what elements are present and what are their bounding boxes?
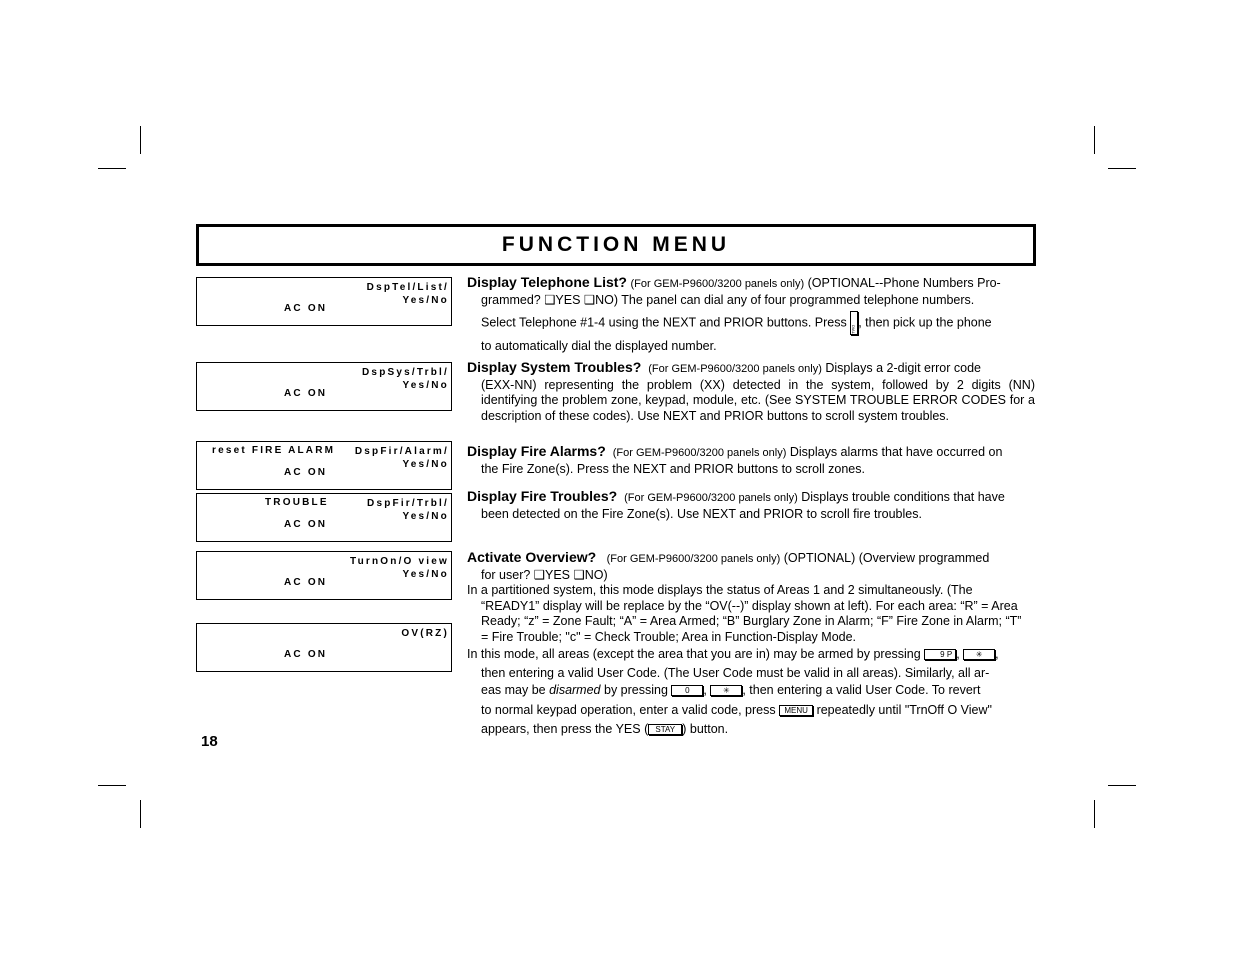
section-line: then entering a valid User Code. (The User Code must be valid in all areas). Similarly, all ar- — [481, 665, 990, 680]
menu-key-icon: MENU — [779, 705, 813, 716]
panel-note: (For GEM-P9600/3200 panels only) — [624, 492, 798, 504]
lcd-status: AC ON — [284, 467, 328, 478]
section-heading: Display Fire Troubles? — [467, 488, 618, 504]
section-text: appears, then press the YES ( — [481, 722, 649, 736]
lcd-display-fire-trouble — [196, 493, 452, 542]
section-line: for user? ❑YES ❑NO) — [481, 567, 608, 582]
section-heading: Activate Overview? — [467, 549, 597, 565]
section-body: (EXX-NN) representing the problem (XX) detected in the system, followed by 2 digits (NN) identifying the problem zone, keypad, module, etc. (See SYSTEM TROUBLE ERROR CODES for a description of these codes). Use NEXT and PRIOR buttons to scroll system troubles. — [481, 377, 1035, 423]
section-heading: Display System Troubles? — [467, 359, 642, 375]
lcd-status: AC ON — [284, 303, 328, 314]
section-heading: Display Telephone List? — [467, 274, 627, 290]
page-title: FUNCTION MENU — [196, 224, 1036, 266]
section-line: to automatically dial the displayed number. — [481, 339, 717, 353]
section-line — [467, 275, 1035, 293]
crop-mark — [1108, 785, 1136, 786]
crop-mark — [1094, 126, 1095, 154]
lcd-line-yesno: Yes/No — [402, 295, 449, 306]
crop-mark — [140, 800, 141, 828]
section-text: Select Telephone #1-4 using the NEXT and PRIOR buttons. Press — [481, 315, 851, 330]
section-text: , then pick up the phone — [858, 315, 992, 330]
star-key-icon: ✳ — [710, 685, 742, 696]
section-text: In this mode, all areas (except the area that you are in) may be armed by pressing — [467, 647, 925, 661]
crop-mark — [98, 168, 126, 169]
section-line — [467, 722, 1035, 738]
section-text: Displays alarms that have occurred on — [786, 445, 1003, 459]
section-line — [467, 550, 1035, 568]
section-line: grammed? ❑YES ❑NO) The panel can dial any of four programmed telephone numbers. — [481, 292, 975, 307]
lcd-display-fire-alarm — [196, 441, 452, 490]
section-text: , then entering a valid User Code. To revert — [742, 683, 981, 697]
lcd-display-sys — [196, 362, 452, 411]
section-fire-troubles — [467, 489, 1035, 522]
lcd-line-yesno: Yes/No — [402, 569, 449, 580]
dial-key-icon: DIAL — [850, 311, 858, 335]
lcd-line-top: TurnOn/O view — [350, 556, 449, 567]
lcd-line-top: DspSys/Trbl/ — [362, 367, 449, 378]
lcd-line-yesno: Yes/No — [402, 511, 449, 522]
panel-note: (For GEM-P9600/3200 panels only) — [630, 278, 805, 290]
zero-key-icon: 0 — [671, 685, 703, 696]
lcd-line-top: DspFir/Trbl/ — [367, 498, 449, 509]
lcd-display-ov — [196, 623, 452, 672]
section-line — [467, 703, 1035, 719]
lcd-status: AC ON — [284, 577, 328, 588]
section-text: (OPTIONAL--Phone Numbers Pro- — [804, 276, 1001, 290]
panel-note: (For GEM-P9600/3200 panels only) — [648, 363, 822, 375]
lcd-line-yesno: Yes/No — [402, 459, 449, 470]
lcd-line-yesno: Yes/No — [402, 380, 449, 391]
section-line — [467, 360, 1035, 378]
stay-key-icon: STAY — [648, 724, 682, 735]
lcd-line-top: DspFir/Alarm/ — [354, 446, 449, 457]
section-text: by pressing — [600, 683, 672, 697]
section-text: (OPTIONAL) (Overview programmed — [780, 551, 990, 565]
lcd-line-top: DspTel/List/ — [366, 282, 449, 293]
section-line — [467, 489, 1035, 507]
section-text: to normal keypad operation, enter a valid code, press — [481, 702, 780, 717]
lcd-line-top: OV(RZ) — [401, 628, 449, 639]
lcd-line-left: TROUBLE — [265, 497, 329, 508]
section-text: eas may be — [481, 683, 550, 697]
crop-mark — [140, 126, 141, 154]
crop-mark — [1094, 800, 1095, 828]
section-text-emphasis: disarmed — [549, 683, 601, 697]
section-text: Displays a 2-digit error code — [821, 361, 982, 375]
section-line: In this mode, all areas (except the area that you are in) may be armed by pressing 9 P , ✳ , — [467, 647, 999, 661]
section-line: the Fire Zone(s). Press the NEXT and PRIOR buttons to scroll zones. — [481, 461, 865, 476]
lcd-display-overview — [196, 551, 452, 600]
crop-mark — [1108, 168, 1136, 169]
section-line — [467, 311, 1035, 335]
section-heading: Display Fire Alarms? — [467, 443, 606, 459]
lcd-status: AC ON — [284, 388, 328, 399]
nine-key-icon: 9 P — [924, 649, 956, 660]
section-line: In a partitioned system, this mode displays the status of Areas 1 and 2 simultaneously. (The — [467, 583, 973, 597]
panel-note: (For GEM-P9600/3200 panels only) — [612, 447, 787, 459]
section-overview — [467, 550, 1035, 738]
section-text: ) button. — [682, 722, 729, 736]
section-text: repeatedly until "TrnOff O View" — [813, 702, 992, 717]
section-line — [467, 444, 1035, 462]
section-body: “READY1” display will be replace by the “OV(--)” display shown at left). For each area: “R” = Area Ready; “z” = Zone Fault; “A” = Area Armed; “B” Burglary Zone in Alarm; “F” Fire Zone in Alarm; “T” = Fire Trouble; "c" = Check Trouble; Area in Function-Display Mode. — [481, 598, 1022, 644]
lcd-display-tel — [196, 277, 452, 326]
section-telephone — [467, 275, 1035, 355]
page-number: 18 — [201, 733, 218, 750]
crop-mark — [98, 785, 126, 786]
panel-note: (For GEM-P9600/3200 panels only) — [606, 553, 781, 565]
lcd-line-left: reset FIRE ALARM — [212, 445, 336, 456]
section-line: eas may be disarmed by pressing 0 , ✳ , then entering a valid User Code. To revert — [481, 683, 981, 697]
star-key-icon: ✳ — [963, 649, 995, 660]
section-system-troubles — [467, 360, 1035, 424]
section-text: Displays trouble conditions that have — [797, 490, 1005, 504]
lcd-status: AC ON — [284, 649, 328, 660]
lcd-status: AC ON — [284, 519, 328, 530]
section-fire-alarms — [467, 444, 1035, 477]
section-line: been detected on the Fire Zone(s). Use NEXT and PRIOR to scroll fire troubles. — [481, 506, 922, 521]
